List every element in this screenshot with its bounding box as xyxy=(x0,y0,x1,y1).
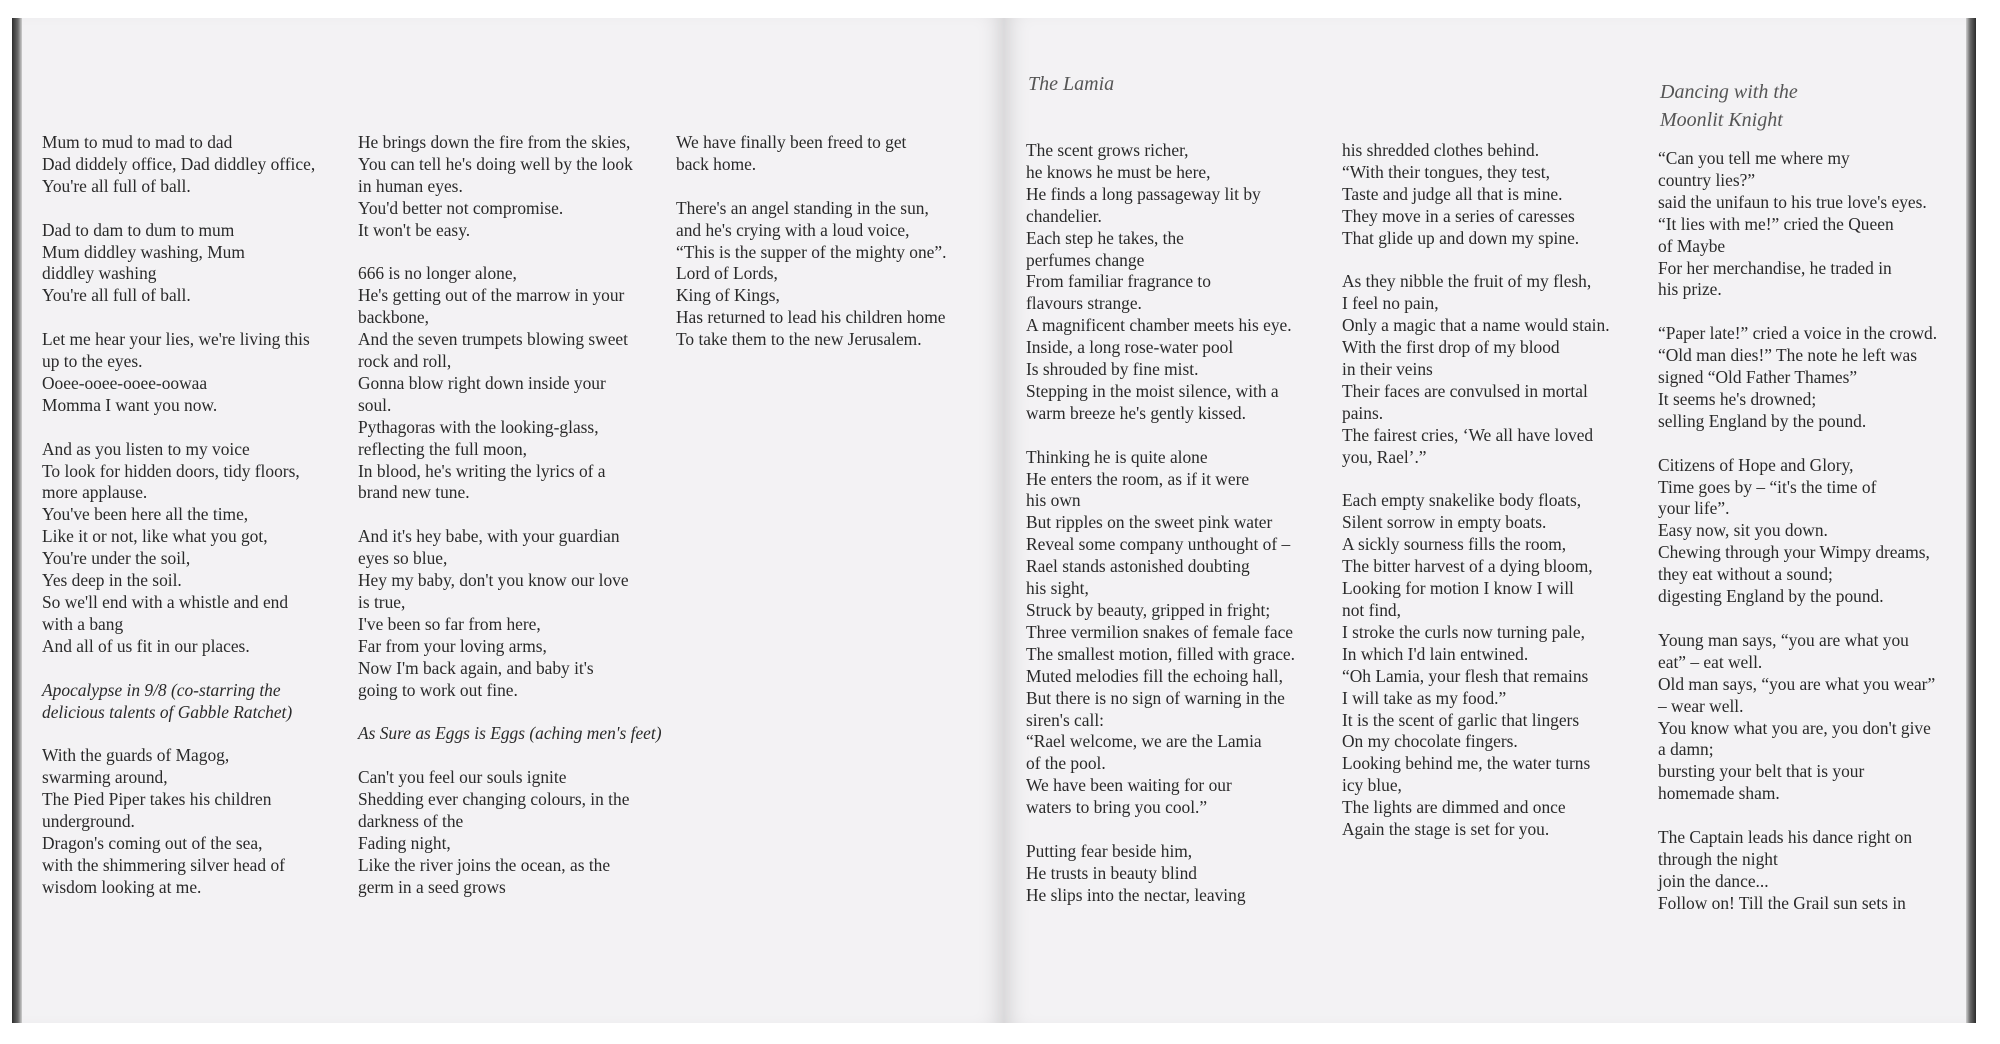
lyric-stanza xyxy=(42,439,342,658)
lyric-line: Looking for motion I know I will xyxy=(1342,578,1574,599)
left-column-3 xyxy=(676,132,976,373)
lyric-line: his shredded clothes behind. xyxy=(1342,140,1540,160)
lyric-line: Yes deep in the soil. xyxy=(42,570,182,591)
lyric-stanza xyxy=(358,132,663,242)
lyric-stanza xyxy=(358,526,663,701)
lyric-stanza xyxy=(676,132,976,176)
lyric-line: 666 is no longer alone, xyxy=(358,263,517,284)
lyric-line: swarming around, xyxy=(42,767,168,788)
lyric-line: up to the eyes. xyxy=(42,351,143,372)
lyric-line: The fairest cries, ‘We all have loved xyxy=(1342,424,1594,445)
lyric-line: and he's crying with a loud voice, xyxy=(676,219,910,240)
lyric-line: He slips into the nectar, leaving xyxy=(1026,884,1246,905)
heading-dancing-with-the-moonlit-knight xyxy=(1660,78,1798,134)
lyric-line: And the seven trumpets blowing sweet xyxy=(358,329,628,350)
lyric-line: bursting your belt that is your xyxy=(1658,761,1865,782)
lyric-line: of the pool. xyxy=(1026,753,1106,774)
lyric-line: through the night xyxy=(1658,848,1778,869)
lyric-line: Citizens of Hope and Glory, xyxy=(1658,454,1854,475)
lyric-line: Ooee-ooee-ooee-oowaa xyxy=(42,372,208,393)
lyric-line: “Old man dies!” The note he left was xyxy=(1658,345,1917,366)
lyric-line: Shedding ever changing colours, in the xyxy=(358,789,630,810)
lyric-line: “It lies with me!” cried the Queen xyxy=(1658,213,1894,234)
lyric-line: homemade sham. xyxy=(1658,783,1780,804)
lyric-line: Reveal some company unthought of – xyxy=(1026,534,1291,555)
lyric-line: icy blue, xyxy=(1342,775,1402,796)
lyric-line: Chewing through your Wimpy dreams, xyxy=(1658,542,1930,563)
lyric-line: his own xyxy=(1026,490,1081,511)
lyric-line: There's an angel standing in the sun, xyxy=(676,197,929,218)
lyric-line: We have been waiting for our xyxy=(1026,775,1232,796)
lyric-stanza xyxy=(1658,630,1958,805)
lyric-line: Follow on! Till the Grail sun sets in xyxy=(1658,892,1906,913)
lyric-line: more applause. xyxy=(42,482,148,503)
lyric-line: And all of us fit in our places. xyxy=(42,635,250,656)
lyric-line: We have finally been freed to get xyxy=(676,132,907,152)
lyric-line: Hey my baby, don't you know our love xyxy=(358,570,629,591)
lyric-line: “Rael welcome, we are the Lamia xyxy=(1026,731,1262,752)
lyric-line: He brings down the fire from the skies, xyxy=(358,132,631,152)
right-column-1 xyxy=(1026,140,1326,929)
lyric-line: You can tell he's doing well by the look xyxy=(358,153,633,174)
lyric-line: That glide up and down my spine. xyxy=(1342,227,1580,248)
lyric-line: eat” – eat well. xyxy=(1658,651,1763,672)
lyric-line: of Maybe xyxy=(1658,235,1726,256)
lyric-line: The Pied Piper takes his children xyxy=(42,789,272,810)
lyric-line: flavours strange. xyxy=(1026,293,1142,314)
lyric-line: Muted melodies fill the echoing hall, xyxy=(1026,665,1283,686)
lyric-line: is true, xyxy=(358,592,406,612)
lyric-line: Gonna blow right down inside your xyxy=(358,372,606,393)
lyric-line: eyes so blue, xyxy=(358,548,448,569)
lyric-line: I stroke the curls now turning pale, xyxy=(1342,621,1585,642)
lyric-line: back home. xyxy=(676,153,757,174)
lyric-line: He's getting out of the marrow in your xyxy=(358,285,625,306)
lyric-line: Dragon's coming out of the sea, xyxy=(42,832,263,853)
lyric-line: Mum diddley washing, Mum xyxy=(42,241,245,262)
lyric-line: And it's hey babe, with your guardian xyxy=(358,526,620,547)
lyric-line: germ in a seed grows xyxy=(358,876,506,897)
lyric-stanza xyxy=(1026,447,1326,819)
lyric-line: brand new tune. xyxy=(358,482,470,503)
lyric-stanza xyxy=(1658,455,1958,608)
lyric-line: backbone, xyxy=(358,307,429,328)
lyric-line: And as you listen to my voice xyxy=(42,438,250,459)
lyric-line: darkness of the xyxy=(358,811,464,832)
lyric-line: with the shimmering silver head of xyxy=(42,854,285,875)
lyric-line: Young man says, “you are what you xyxy=(1658,629,1909,650)
lyric-line: Only a magic that a name would stain. xyxy=(1342,315,1610,336)
heading-line: Dancing with the xyxy=(1660,81,1798,103)
lyric-line: Pythagoras with the looking-glass, xyxy=(358,416,599,437)
lyric-line: “Oh Lamia, your flesh that remains xyxy=(1342,665,1589,686)
lyric-stanza xyxy=(42,745,342,898)
lyric-line: You know what you are, you don't give xyxy=(1658,717,1931,738)
lyric-line: “Can you tell me where my xyxy=(1658,148,1850,168)
lyric-line: a damn; xyxy=(1658,739,1714,760)
lyric-line: “Paper late!” cried a voice in the crowd. xyxy=(1658,323,1938,344)
lyric-line: “With their tongues, they test, xyxy=(1342,161,1550,182)
lyric-line: With the first drop of my blood xyxy=(1342,337,1560,358)
lyric-line: said the unifaun to his true love's eyes. xyxy=(1658,191,1927,212)
lyric-line: The lights are dimmed and once xyxy=(1342,797,1566,818)
lyric-line: So we'll end with a whistle and end xyxy=(42,591,289,612)
lyric-line: I feel no pain, xyxy=(1342,293,1439,314)
song-subtitle xyxy=(42,680,342,724)
lyric-line: Old man says, “you are what you wear” xyxy=(1658,673,1936,694)
lyric-line: they eat without a sound; xyxy=(1658,564,1833,585)
lyric-line: his sight, xyxy=(1026,578,1089,599)
lyric-line: pains. xyxy=(1342,402,1384,423)
lyric-line: warm breeze he's gently kissed. xyxy=(1026,402,1246,423)
subtitle-line: As Sure as Eggs is Eggs (aching men's feet) xyxy=(358,723,662,744)
lyric-line: selling England by the pound. xyxy=(1658,410,1867,431)
lyric-line: soul. xyxy=(358,394,392,415)
lyric-line: The scent grows richer, xyxy=(1026,140,1189,160)
lyric-line: To look for hidden doors, tidy floors, xyxy=(42,460,300,481)
lyric-line: with a bang xyxy=(42,613,124,634)
lyric-line: perfumes change xyxy=(1026,249,1145,270)
heading-the-lamia: The Lamia xyxy=(1028,73,1115,95)
lyric-line: – wear well. xyxy=(1658,695,1744,716)
lyric-stanza xyxy=(1026,140,1326,425)
right-column-2 xyxy=(1342,140,1642,863)
lyric-line: You're all full of ball. xyxy=(42,175,191,196)
lyric-line: Taste and judge all that is mine. xyxy=(1342,183,1563,204)
lyric-line: The smallest motion, filled with grace. xyxy=(1026,643,1296,664)
lyric-stanza xyxy=(42,220,342,308)
lyric-line: waters to bring you cool.” xyxy=(1026,797,1208,818)
lyric-line: siren's call: xyxy=(1026,709,1104,730)
lyric-line: Looking behind me, the water turns xyxy=(1342,753,1591,774)
lyric-line: He enters the room, as if it were xyxy=(1026,468,1250,489)
lyric-line: Like the river joins the ocean, as the xyxy=(358,854,611,875)
lyric-line: He trusts in beauty blind xyxy=(1026,862,1197,883)
lyric-line: He finds a long passageway lit by xyxy=(1026,183,1261,204)
song-subtitle xyxy=(358,723,663,745)
lyric-line: his prize. xyxy=(1658,279,1722,300)
right-binding-edge xyxy=(1966,18,1976,1023)
left-binding-edge xyxy=(12,18,22,1023)
lyric-line: chandelier. xyxy=(1026,205,1102,226)
lyric-line: It is the scent of garlic that lingers xyxy=(1342,709,1580,730)
lyric-line: Putting fear beside him, xyxy=(1026,840,1193,861)
lyric-line: As they nibble the fruit of my flesh, xyxy=(1342,271,1592,292)
lyric-line: Stepping in the moist silence, with a xyxy=(1026,380,1279,401)
lyric-line: Momma I want you now. xyxy=(42,394,218,415)
lyric-line: Struck by beauty, gripped in fright; xyxy=(1026,600,1271,621)
lyric-line: You're all full of ball. xyxy=(42,285,191,306)
lyric-stanza xyxy=(1658,323,1958,433)
lyric-line: I will take as my food.” xyxy=(1342,687,1507,708)
lyric-line: Lord of Lords, xyxy=(676,263,778,284)
lyric-line: he knows he must be here, xyxy=(1026,161,1211,182)
lyric-line: Has returned to lead his children home xyxy=(676,307,946,328)
lyric-line: For her merchandise, he traded in xyxy=(1658,257,1892,278)
lyric-line: A magnificent chamber meets his eye. xyxy=(1026,315,1292,336)
lyric-stanza xyxy=(1658,827,1958,915)
lyric-line: You're under the soil, xyxy=(42,548,191,569)
lyric-line: Each step he takes, the xyxy=(1026,227,1184,248)
lyric-line: The Captain leads his dance right on xyxy=(1658,827,1913,848)
lyric-line: “This is the supper of the mighty one”. xyxy=(676,241,947,262)
lyric-line: King of Kings, xyxy=(676,285,780,306)
lyric-stanza xyxy=(1026,841,1326,907)
lyric-line: Let me hear your lies, we're living this xyxy=(42,329,310,350)
lyric-line: Silent sorrow in empty boats. xyxy=(1342,512,1547,533)
lyric-stanza xyxy=(1342,490,1642,841)
left-column-2 xyxy=(358,132,663,921)
lyric-line: rock and roll, xyxy=(358,351,452,372)
lyric-line: going to work out fine. xyxy=(358,679,518,700)
lyric-line: The bitter harvest of a dying bloom, xyxy=(1342,556,1593,577)
lyric-line: digesting England by the pound. xyxy=(1658,586,1884,607)
lyric-stanza xyxy=(358,767,663,898)
lyric-stanza xyxy=(42,329,342,417)
lyric-line: It seems he's drowned; xyxy=(1658,388,1817,409)
lyric-line: Three vermilion snakes of female face xyxy=(1026,621,1294,642)
lyric-line: Time goes by – “it's the time of xyxy=(1658,476,1877,497)
heading-line: Moonlit Knight xyxy=(1660,109,1783,131)
subtitle-line: Apocalypse in 9/8 (co-starring the xyxy=(42,679,281,700)
lyric-line: in human eyes. xyxy=(358,175,463,196)
lyric-line: Thinking he is quite alone xyxy=(1026,446,1208,467)
lyric-line: A sickly sourness fills the room, xyxy=(1342,534,1567,555)
lyric-line: Mum to mud to mad to dad xyxy=(42,132,233,152)
lyric-line: It won't be easy. xyxy=(358,219,471,240)
lyric-line: reflecting the full moon, xyxy=(358,438,528,459)
lyric-line: Dad diddely office, Dad diddley office, xyxy=(42,153,316,174)
lyric-line: To take them to the new Jerusalem. xyxy=(676,329,922,350)
lyric-line: not find, xyxy=(1342,600,1401,620)
lyric-line: Easy now, sit you down. xyxy=(1658,520,1828,541)
subtitle-line: delicious talents of Gabble Ratchet) xyxy=(42,701,293,722)
lyric-line: They move in a series of caresses xyxy=(1342,205,1575,226)
lyric-line: Is shrouded by fine mist. xyxy=(1026,359,1199,380)
lyric-stanza xyxy=(676,198,976,351)
lyric-line: I've been so far from here, xyxy=(358,613,541,634)
lyric-line: Dad to dam to dum to mum xyxy=(42,219,235,240)
lyric-line: join the dance... xyxy=(1658,870,1769,891)
lyric-line: signed “Old Father Thames” xyxy=(1658,367,1858,388)
lyric-stanza xyxy=(1342,140,1642,250)
lyric-line: country lies?” xyxy=(1658,169,1756,190)
lyric-line: diddley washing xyxy=(42,263,157,284)
lyric-line: Fading night, xyxy=(358,832,451,853)
lyric-stanza xyxy=(358,263,663,504)
lyric-line: underground. xyxy=(42,811,135,832)
lyric-line: you, Rael’.” xyxy=(1342,446,1427,467)
lyric-line: On my chocolate fingers. xyxy=(1342,731,1518,752)
lyric-line: But there is no sign of warning in the xyxy=(1026,687,1285,708)
lyric-line: Rael stands astonished doubting xyxy=(1026,556,1250,577)
lyric-line: in their veins xyxy=(1342,359,1433,380)
lyric-line: your life”. xyxy=(1658,498,1730,519)
lyric-line: You'd better not compromise. xyxy=(358,197,564,218)
right-column-3 xyxy=(1658,148,1958,937)
lyric-line: With the guards of Magog, xyxy=(42,745,230,766)
lyric-line: Inside, a long rose-water pool xyxy=(1026,337,1234,358)
lyric-line: wisdom looking at me. xyxy=(42,876,202,897)
lyric-line: Their faces are convulsed in mortal xyxy=(1342,380,1588,401)
lyric-line: In which I'd lain entwined. xyxy=(1342,643,1529,664)
lyric-line: Can't you feel our souls ignite xyxy=(358,767,567,788)
lyric-line: In blood, he's writing the lyrics of a xyxy=(358,460,606,481)
lyric-line: From familiar fragrance to xyxy=(1026,271,1211,292)
lyric-line: But ripples on the sweet pink water xyxy=(1026,512,1273,533)
left-column-1 xyxy=(42,132,342,921)
lyric-stanza xyxy=(1658,148,1958,301)
lyric-line: Now I'm back again, and baby it's xyxy=(358,657,594,678)
lyric-line: Like it or not, like what you got, xyxy=(42,526,268,547)
lyric-line: Each empty snakelike body floats, xyxy=(1342,490,1582,511)
lyric-line: You've been here all the time, xyxy=(42,504,249,525)
lyric-stanza xyxy=(42,132,342,198)
lyric-line: Far from your loving arms, xyxy=(358,635,547,656)
lyric-stanza xyxy=(1342,271,1642,468)
lyric-line: Again the stage is set for you. xyxy=(1342,819,1550,840)
